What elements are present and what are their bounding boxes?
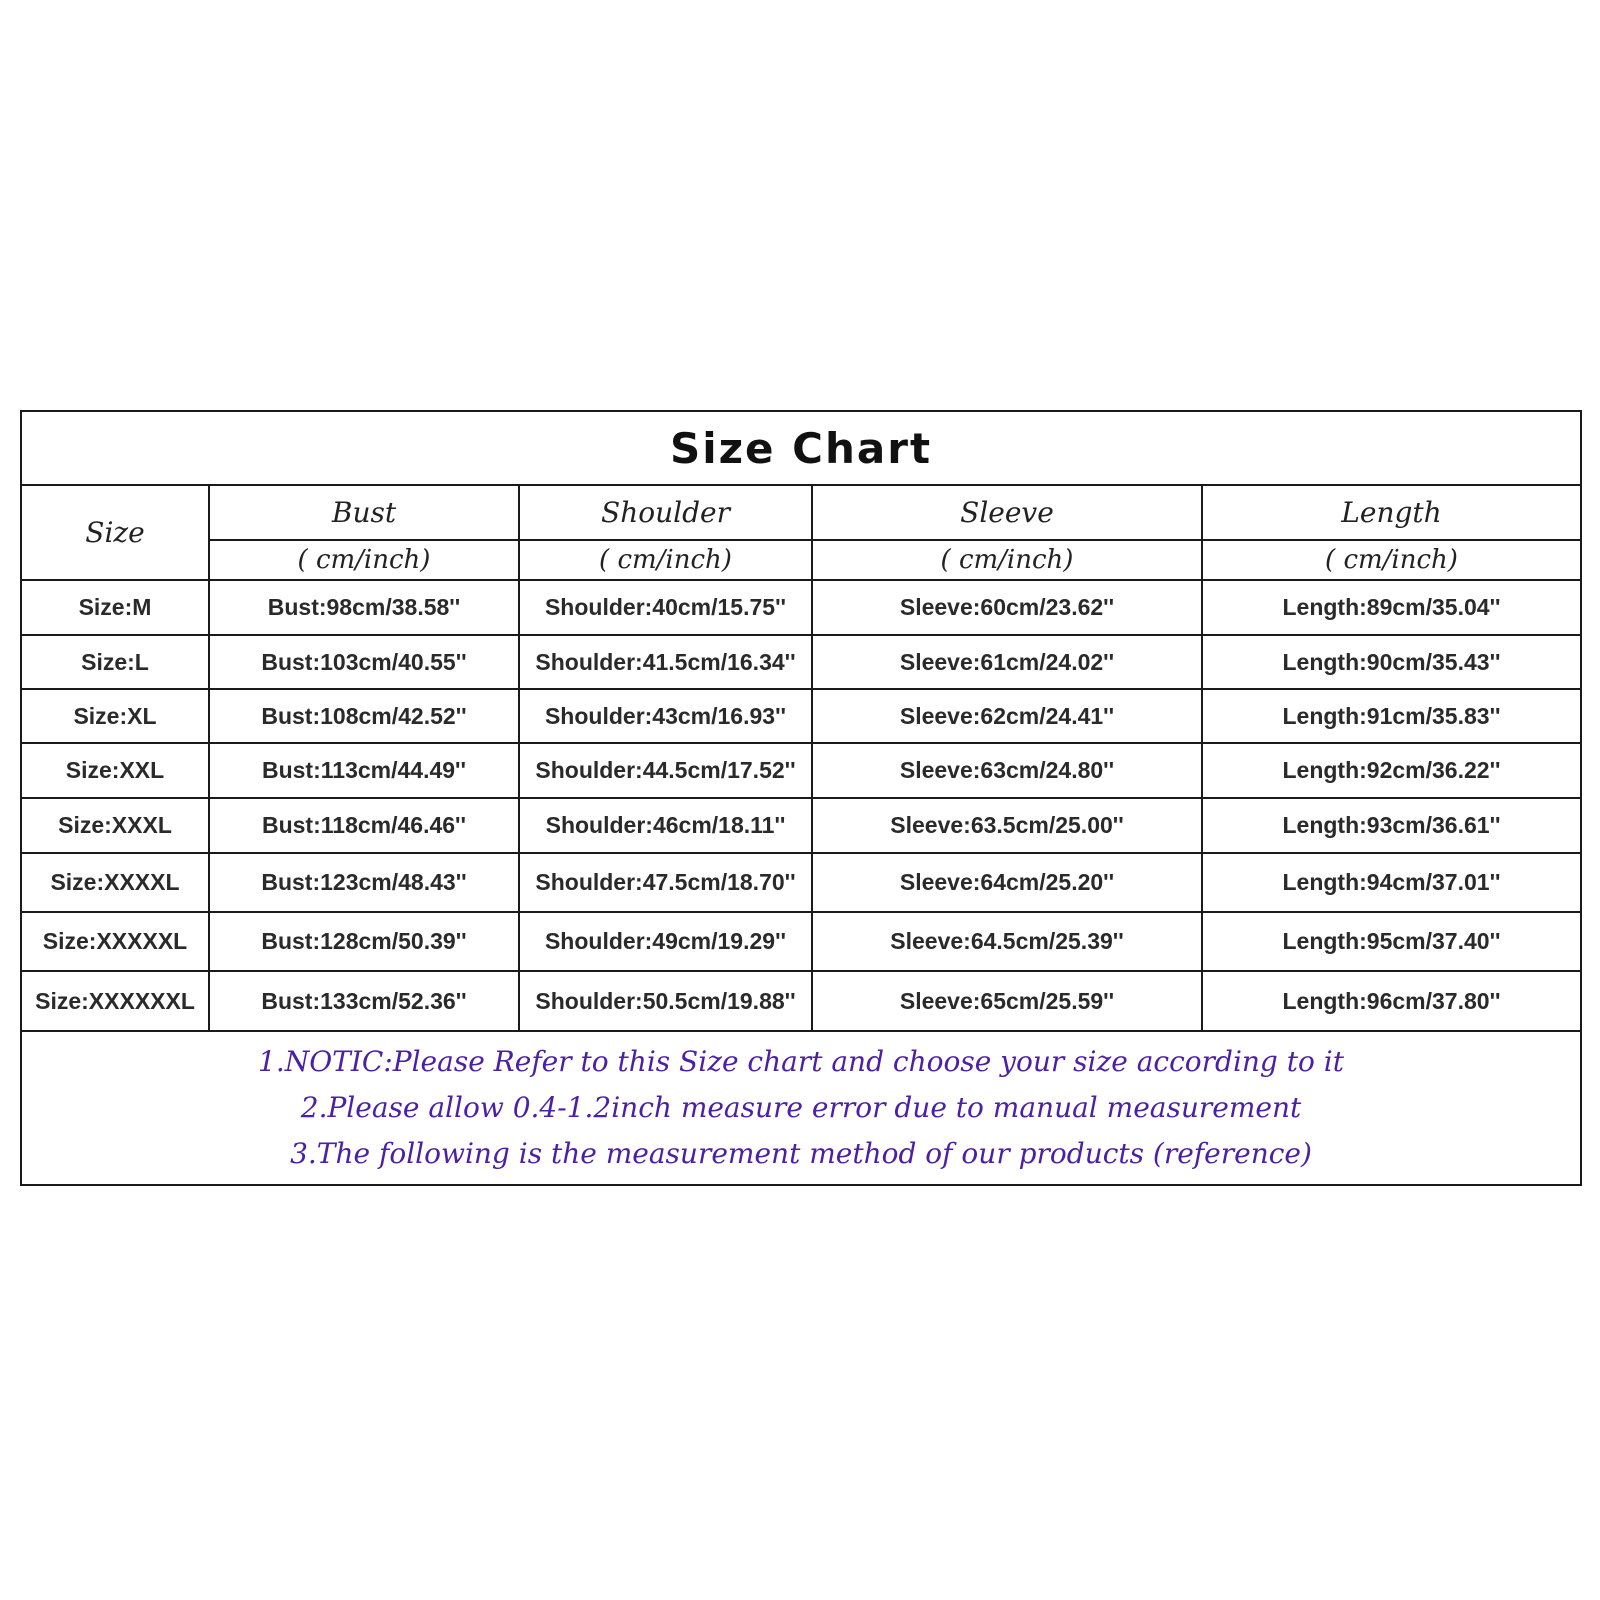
sleeve-cell: Sleeve:64.5cm/25.39'': [812, 912, 1202, 971]
shoulder-cell: Shoulder:46cm/18.11'': [519, 798, 812, 853]
table-row: [22, 689, 1580, 743]
table-row: [22, 971, 1580, 1031]
table-row: [22, 635, 1580, 689]
length-cell: Length:95cm/37.40'': [1202, 912, 1580, 971]
length-cell: Length:92cm/36.22'': [1202, 743, 1580, 798]
size-cell: Size:XXL: [22, 743, 209, 798]
unit-shoulder: ( cm/inch): [519, 540, 812, 580]
length-cell: Length:89cm/35.04'': [1202, 580, 1580, 635]
note-line: 1.NOTIC:Please Refer to this Size chart and choose your size according to it: [258, 1045, 1344, 1078]
sleeve-cell: Sleeve:63cm/24.80'': [812, 743, 1202, 798]
bust-cell: Bust:108cm/42.52'': [209, 689, 519, 743]
size-table: [22, 486, 1580, 1032]
bust-cell: Bust:123cm/48.43'': [209, 853, 519, 912]
table-row: [22, 798, 1580, 853]
chart-title: Size Chart: [22, 412, 1580, 486]
shoulder-cell: Shoulder:49cm/19.29'': [519, 912, 812, 971]
header-shoulder: Shoulder: [519, 486, 812, 540]
shoulder-cell: Shoulder:44.5cm/17.52'': [519, 743, 812, 798]
bust-cell: Bust:128cm/50.39'': [209, 912, 519, 971]
shoulder-cell: Shoulder:43cm/16.93'': [519, 689, 812, 743]
unit-length: ( cm/inch): [1202, 540, 1580, 580]
length-cell: Length:91cm/35.83'': [1202, 689, 1580, 743]
size-cell: Size:XXXXXXL: [22, 971, 209, 1031]
table-row: [22, 912, 1580, 971]
unit-sleeve: ( cm/inch): [812, 540, 1202, 580]
sleeve-cell: Sleeve:63.5cm/25.00'': [812, 798, 1202, 853]
shoulder-cell: Shoulder:41.5cm/16.34'': [519, 635, 812, 689]
bust-cell: Bust:133cm/52.36'': [209, 971, 519, 1031]
length-cell: Length:93cm/36.61'': [1202, 798, 1580, 853]
bust-cell: Bust:98cm/38.58'': [209, 580, 519, 635]
table-row: [22, 743, 1580, 798]
sleeve-cell: Sleeve:65cm/25.59'': [812, 971, 1202, 1031]
bust-cell: Bust:103cm/40.55'': [209, 635, 519, 689]
shoulder-cell: Shoulder:50.5cm/19.88'': [519, 971, 812, 1031]
bust-cell: Bust:113cm/44.49'': [209, 743, 519, 798]
size-cell: Size:L: [22, 635, 209, 689]
sleeve-cell: Sleeve:60cm/23.62'': [812, 580, 1202, 635]
unit-row: [22, 540, 1580, 580]
size-cell: Size:XL: [22, 689, 209, 743]
bust-cell: Bust:118cm/46.46'': [209, 798, 519, 853]
header-bust: Bust: [209, 486, 519, 540]
notes-section: [22, 1032, 1580, 1184]
length-cell: Length:96cm/37.80'': [1202, 971, 1580, 1031]
sleeve-cell: Sleeve:64cm/25.20'': [812, 853, 1202, 912]
size-cell: Size:XXXXXL: [22, 912, 209, 971]
header-row: [22, 486, 1580, 540]
length-cell: Length:90cm/35.43'': [1202, 635, 1580, 689]
header-length: Length: [1202, 486, 1580, 540]
table-row: [22, 853, 1580, 912]
size-chart: [20, 410, 1582, 1186]
note-line: 2.Please allow 0.4-1.2inch measure error due to manual measurement: [300, 1091, 1302, 1124]
header-sleeve: Sleeve: [812, 486, 1202, 540]
unit-bust: ( cm/inch): [209, 540, 519, 580]
length-cell: Length:94cm/37.01'': [1202, 853, 1580, 912]
header-size: Size: [22, 486, 209, 580]
sleeve-cell: Sleeve:61cm/24.02'': [812, 635, 1202, 689]
shoulder-cell: Shoulder:40cm/15.75'': [519, 580, 812, 635]
size-cell: Size:M: [22, 580, 209, 635]
shoulder-cell: Shoulder:47.5cm/18.70'': [519, 853, 812, 912]
size-cell: Size:XXXXL: [22, 853, 209, 912]
note-line: 3.The following is the measurement method of our products (reference): [290, 1137, 1312, 1170]
size-cell: Size:XXXL: [22, 798, 209, 853]
table-row: [22, 580, 1580, 635]
sleeve-cell: Sleeve:62cm/24.41'': [812, 689, 1202, 743]
